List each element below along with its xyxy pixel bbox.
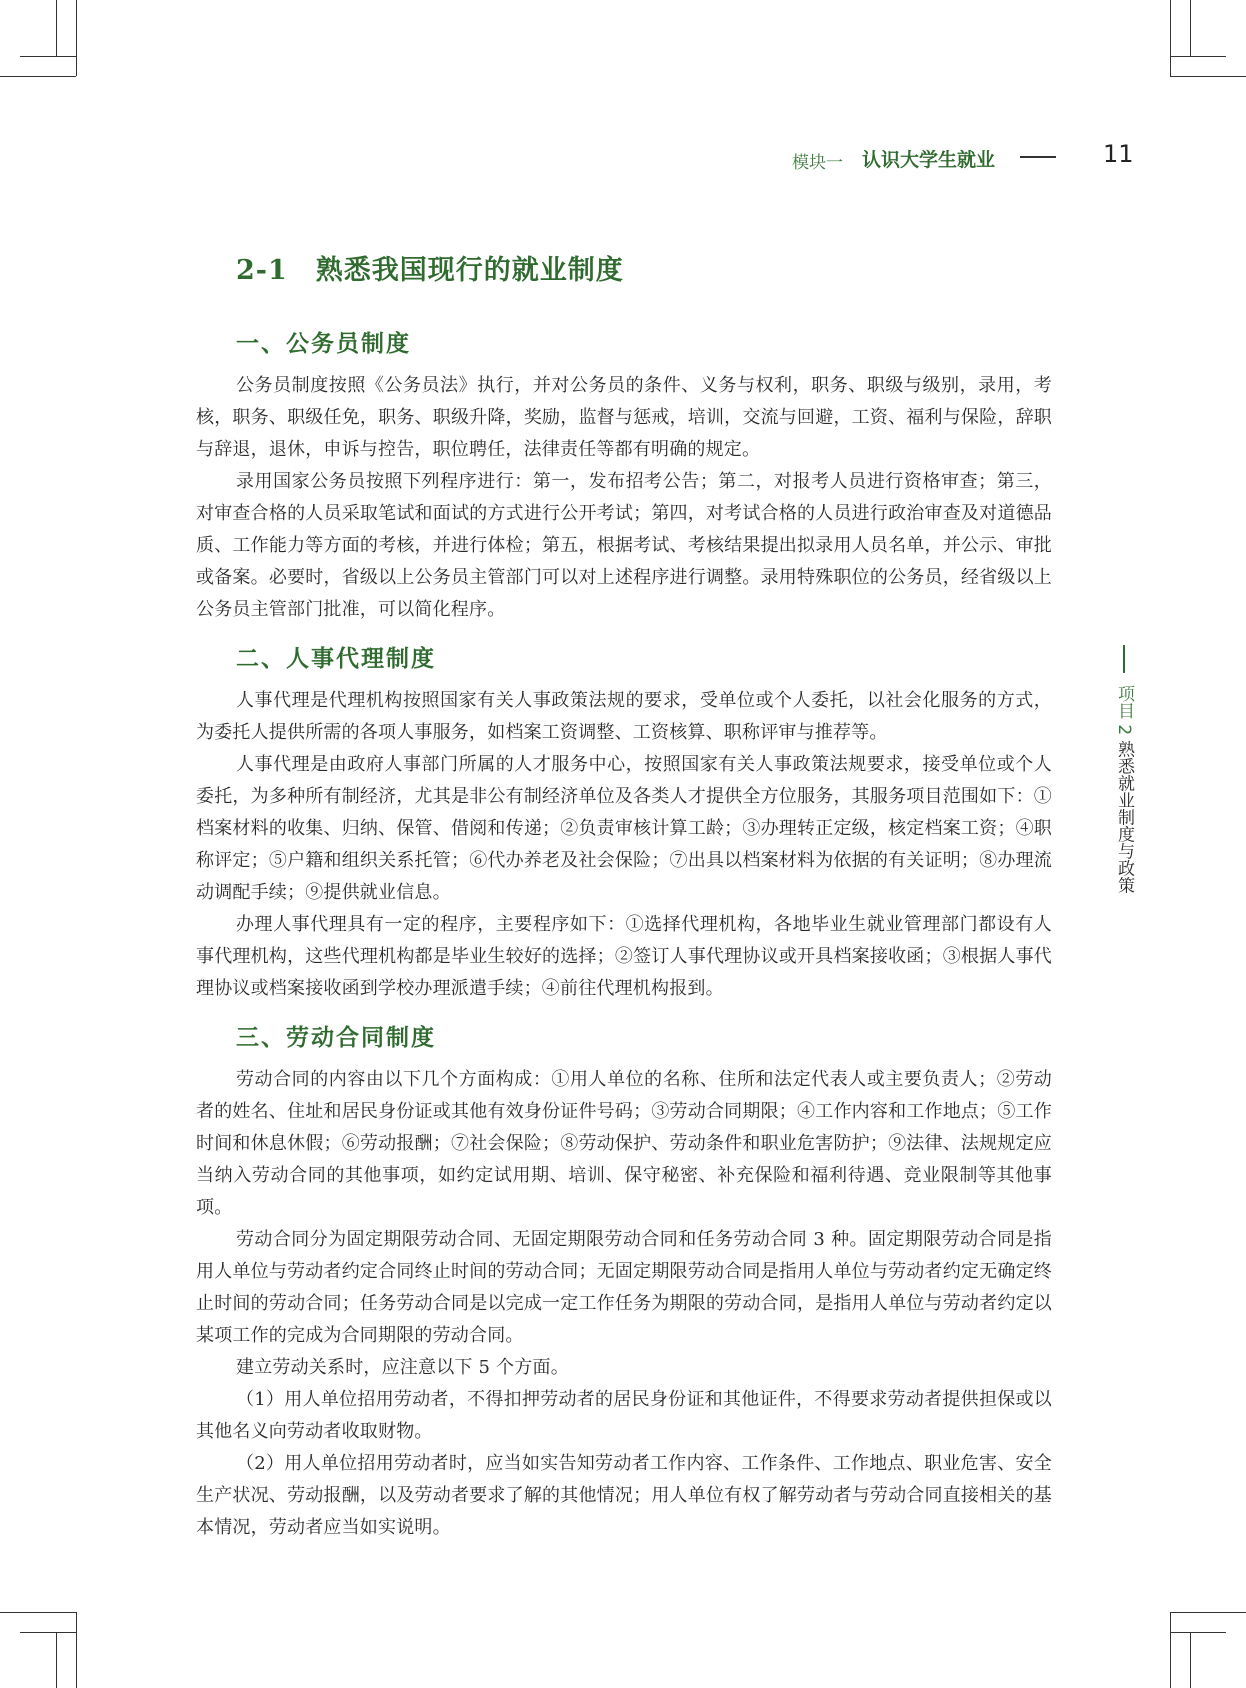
subsection-heading: 二、人事代理制度 (236, 645, 436, 672)
crop-mark (0, 1612, 76, 1613)
section-number: 2-1 (236, 255, 288, 286)
section-title (236, 248, 1052, 287)
crop-mark (20, 56, 77, 57)
crop-mark (1170, 0, 1171, 76)
crop-mark (0, 76, 76, 77)
paragraph: 建立劳动关系时，应注意以下 5 个方面。 (236, 1357, 569, 1378)
crop-mark (1170, 56, 1226, 57)
paragraph: 人事代理是代理机构按照国家有关人事政策法规的要求，受单位或个人委托，以社会化服务的方式，为委托人提供所需的各项人事服务，如档案工资调整、工资核算、职称评审与推荐等。 (196, 690, 1052, 743)
running-head (790, 140, 1134, 176)
paragraph: 录用国家公务员按照下列程序进行：第一，发布招考公告；第二，对报考人员进行资格审查；第三，对审查合格的人员采取笔试和面试的方式进行公开考试；第四，对考试合格的人员进行政治审查及对道德品质、工作能力等方面的考核，并进行体检；第五，根据考试、考核结果提出拟录用人员名单，并公示、审批或备案。必要时，省级以上公务员主管部门可以对上述程序进行调整。录用特殊职位的公务员，经省级以上公务员主管部门批准，可以简化程序。 (196, 471, 1052, 620)
crop-mark (1190, 1632, 1191, 1688)
side-tab-title: 熟悉就业制度与政策 (1114, 740, 1134, 894)
module-title: 认识大学生就业 (862, 149, 996, 171)
crop-mark (56, 1632, 57, 1688)
crop-mark (20, 1632, 77, 1633)
page-content (196, 248, 1052, 1544)
crop-mark (1170, 1612, 1171, 1688)
paragraph: 公务员制度按照《公务员法》执行，并对公务员的条件、义务与权利，职务、职级与级别，录用，考核，职务、职级任免，职务、职级升降，奖励，监督与惩戒，培训，交流与回避，工资、福利与保险，辞职与辞退，退休，申诉与控告，职位聘任，法律责任等都有明确的规定。 (196, 375, 1052, 460)
module-label: 模块一 (792, 153, 843, 173)
subsection-heading: 三、劳动合同制度 (236, 1024, 436, 1051)
side-tab-project: 项目 2 (1114, 685, 1134, 736)
side-tab (1110, 645, 1138, 905)
paragraph: 劳动合同的内容由以下几个方面构成：①用人单位的名称、住所和法定代表人或主要负责人；②劳动者的姓名、住址和居民身份证或其他有效身份证件号码；③劳动合同期限；④工作内容和工作地点；⑤工作时间和休息休假；⑥劳动报酬；⑦社会保险；⑧劳动保护、劳动条件和职业危害防护；⑨法律、法规规定应当纳入劳动合同的其他事项，如约定试用期、培训、保守秘密、补充保险和福利待遇、竞业限制等其他事项。 (196, 1069, 1052, 1218)
header-rule (1020, 156, 1056, 158)
side-tab-rule (1123, 645, 1125, 673)
crop-mark (1170, 1612, 1246, 1613)
paragraph: （1）用人单位招用劳动者，不得扣押劳动者的居民身份证和其他证件，不得要求劳动者提供担保或以其他名义向劳动者收取财物。 (196, 1389, 1052, 1442)
section-title-text: 熟悉我国现行的就业制度 (315, 255, 624, 286)
crop-mark (76, 0, 77, 76)
crop-mark (1170, 76, 1246, 77)
side-tab-text (1112, 685, 1136, 894)
subsection-heading: 一、公务员制度 (236, 330, 411, 357)
paragraph: 劳动合同分为固定期限劳动合同、无固定期限劳动合同和任务劳动合同 3 种。固定期限劳动合同是指用人单位与劳动者约定合同终止时间的劳动合同；无固定期限劳动合同是指用人单位与劳动者约定无确定终止时间的劳动合同；任务劳动合同是以完成一定工作任务为期限的劳动合同，是指用人单位与劳动者约定以某项工作的完成为合同期限的劳动合同。 (196, 1229, 1052, 1346)
crop-mark (1190, 0, 1191, 56)
crop-mark (56, 0, 57, 56)
page-number: 11 (1103, 140, 1134, 168)
crop-mark (1170, 1632, 1226, 1633)
paragraph: 办理人事代理具有一定的程序，主要程序如下：①选择代理机构，各地毕业生就业管理部门都设有人事代理机构，这些代理机构都是毕业生较好的选择；②签订人事代理协议或开具档案接收函；③根据人事代理协议或档案接收函到学校办理派遣手续；④前往代理机构报到。 (196, 914, 1052, 999)
paragraph: （2）用人单位招用劳动者时，应当如实告知劳动者工作内容、工作条件、工作地点、职业危害、安全生产状况、劳动报酬，以及劳动者要求了解的其他情况；用人单位有权了解劳动者与劳动合同直接相关的基本情况，劳动者应当如实说明。 (196, 1453, 1052, 1538)
paragraph: 人事代理是由政府人事部门所属的人才服务中心，按照国家有关人事政策法规要求，接受单位或个人委托，为多种所有制经济，尤其是非公有制经济单位及各类人才提供全方位服务，其服务项目范围如下：①档案材料的收集、归纳、保管、借阅和传递；②负责审核计算工龄；③办理转正定级，核定档案工资；④职称评定；⑤户籍和组织关系托管；⑥代办养老及社会保险；⑦出具以档案材料为依据的有关证明；⑧办理流动调配手续；⑨提供就业信息。 (196, 754, 1052, 903)
crop-mark (76, 1612, 77, 1688)
